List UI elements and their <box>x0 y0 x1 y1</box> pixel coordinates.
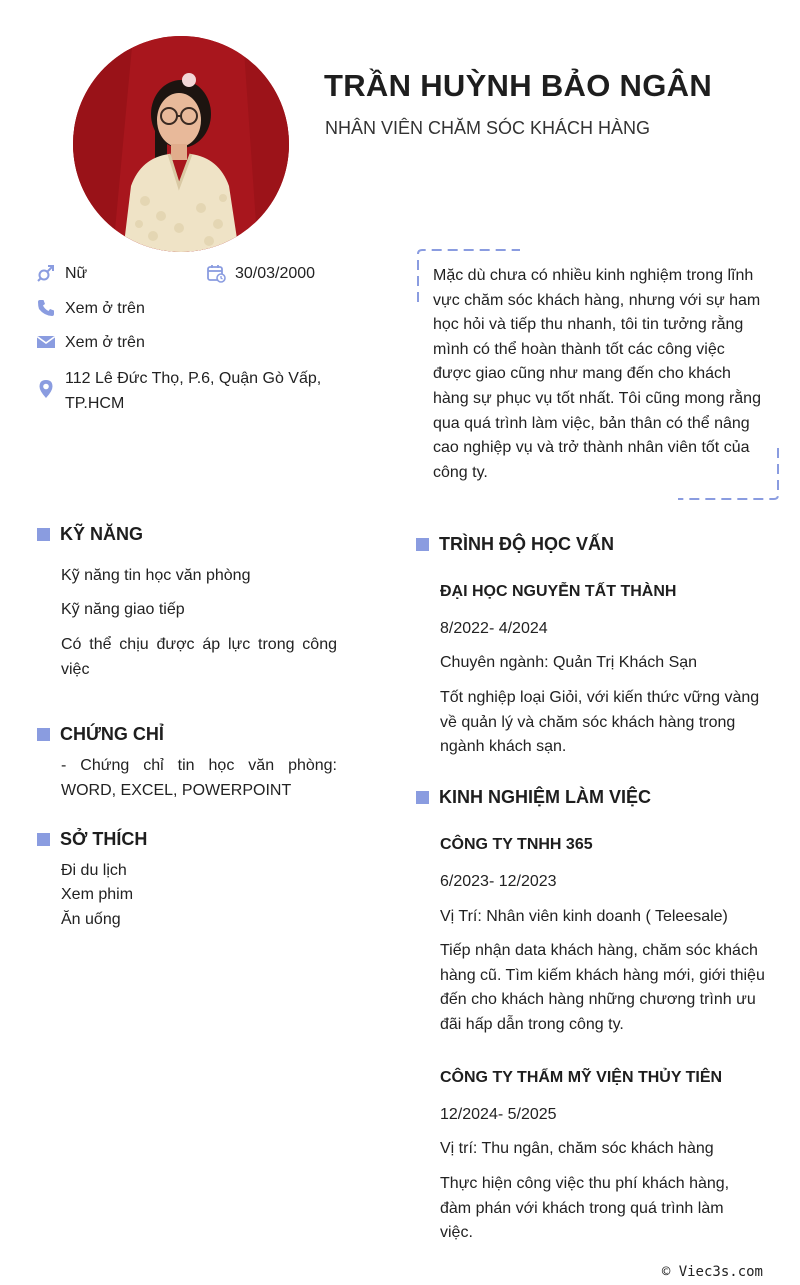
job-period: 12/2024- 5/2025 <box>440 1106 557 1123</box>
contact-birthday <box>206 261 315 286</box>
certificates-heading <box>37 724 164 745</box>
education-major: Chuyên ngành: Quản Trị Khách Sạn <box>440 654 698 671</box>
job-description: Tiếp nhận data khách hàng, chăm sóc khách hàng cũ. Tìm kiếm khách hàng mới, giới thiệu đến cho khách hàng những chương trình ưu đãi hấp dẫn trong công ty. <box>440 942 765 1033</box>
job-period: 6/2023- 12/2023 <box>440 873 557 890</box>
birthday-value: 30/03/2000 <box>235 265 316 282</box>
education-description: Tốt nghiệp loại Giỏi, với kiến thức vững vàng về quản lý và chăm sóc khách hàng trong ngành khách sạn. <box>440 689 760 756</box>
section-marker <box>416 791 429 804</box>
contact-phone <box>36 296 145 321</box>
contact-email <box>36 330 145 355</box>
phone-icon <box>36 298 56 318</box>
skill-item: Có thể chịu được áp lực trong công việc <box>61 636 337 678</box>
address-line-1: 112 Lê Đức Thọ, P.6, Quận Gò Vấp, <box>65 370 322 387</box>
job-description: Thực hiện công việc thu phí khách hàng, đàm phán với khách trong quá trình làm việc. <box>440 1175 730 1242</box>
section-marker <box>416 538 429 551</box>
address-line-2: TP.HCM <box>65 395 125 412</box>
section-marker <box>37 728 50 741</box>
section-marker <box>37 528 50 541</box>
hobby-item: Xem phim <box>61 886 134 903</box>
email-value: Xem ở trên <box>65 334 145 351</box>
hobby-item: Ăn uống <box>61 911 121 928</box>
certificate-text: - Chứng chỉ tin học văn phòng: WORD, EXCEL, POWERPOINT <box>61 757 337 799</box>
job-position: Vị trí: Thu ngân, chăm sóc khách hàng <box>440 1140 714 1157</box>
school-name: ĐẠI HỌC NGUYỄN TẤT THÀNH <box>440 583 677 600</box>
gender-value: Nữ <box>65 265 88 282</box>
contact-gender <box>36 261 87 286</box>
education-heading <box>416 534 614 555</box>
experience-title: KINH NGHIỆM LÀM VIỆC <box>439 787 652 807</box>
education-period: 8/2022- 4/2024 <box>440 620 548 637</box>
site-watermark: © Viec3s.com <box>661 1264 763 1280</box>
contact-address <box>36 366 321 416</box>
location-icon <box>36 379 56 399</box>
candidate-job-title: NHÂN VIÊN CHĂM SÓC KHÁCH HÀNG <box>325 118 651 138</box>
skills-heading <box>37 524 143 545</box>
skill-item: Kỹ năng tin học văn phòng <box>61 567 251 584</box>
hobby-item: Đi du lịch <box>61 862 127 879</box>
skill-item: Kỹ năng giao tiếp <box>61 601 185 618</box>
email-icon <box>36 332 56 352</box>
experience-heading <box>416 787 651 808</box>
job-position: Vị Trí: Nhân viên kinh doanh ( Teleesale) <box>440 908 728 925</box>
education-title: TRÌNH ĐỘ HỌC VẤN <box>439 534 614 554</box>
job-company: CÔNG TY THẨM MỸ VIỆN THỦY TIÊN <box>440 1069 723 1086</box>
phone-value: Xem ở trên <box>65 300 145 317</box>
profile-photo <box>73 36 289 252</box>
job-company: CÔNG TY TNHH 365 <box>440 836 593 853</box>
hobbies-title: SỞ THÍCH <box>60 829 148 849</box>
hobbies-heading <box>37 829 147 850</box>
section-marker <box>37 833 50 846</box>
profile-photo-illustration <box>73 36 289 252</box>
calendar-icon <box>206 263 226 283</box>
address-value <box>65 366 321 416</box>
gender-icon <box>36 263 56 283</box>
candidate-name: TRẦN HUỲNH BẢO NGÂN <box>324 68 713 103</box>
skills-title: KỸ NĂNG <box>60 524 144 544</box>
certificates-title: CHỨNG CHỈ <box>60 724 164 744</box>
career-summary: Mặc dù chưa có nhiều kinh nghiệm trong lĩnh vực chăm sóc khách hàng, nhưng với sự ham học hỏi và tiếp thu nhanh, tôi tin tưởng rằng mình có thể hoàn thành tốt các công việc được giao cũng như mang đến cho khách hàng sự phục vụ tốt nhất. Tôi cũng mong rằng qua quá trình làm việc, bản thân có thể nâng cao nghiệp vụ và trở thành nhân viên tốt của công ty. <box>433 267 761 481</box>
